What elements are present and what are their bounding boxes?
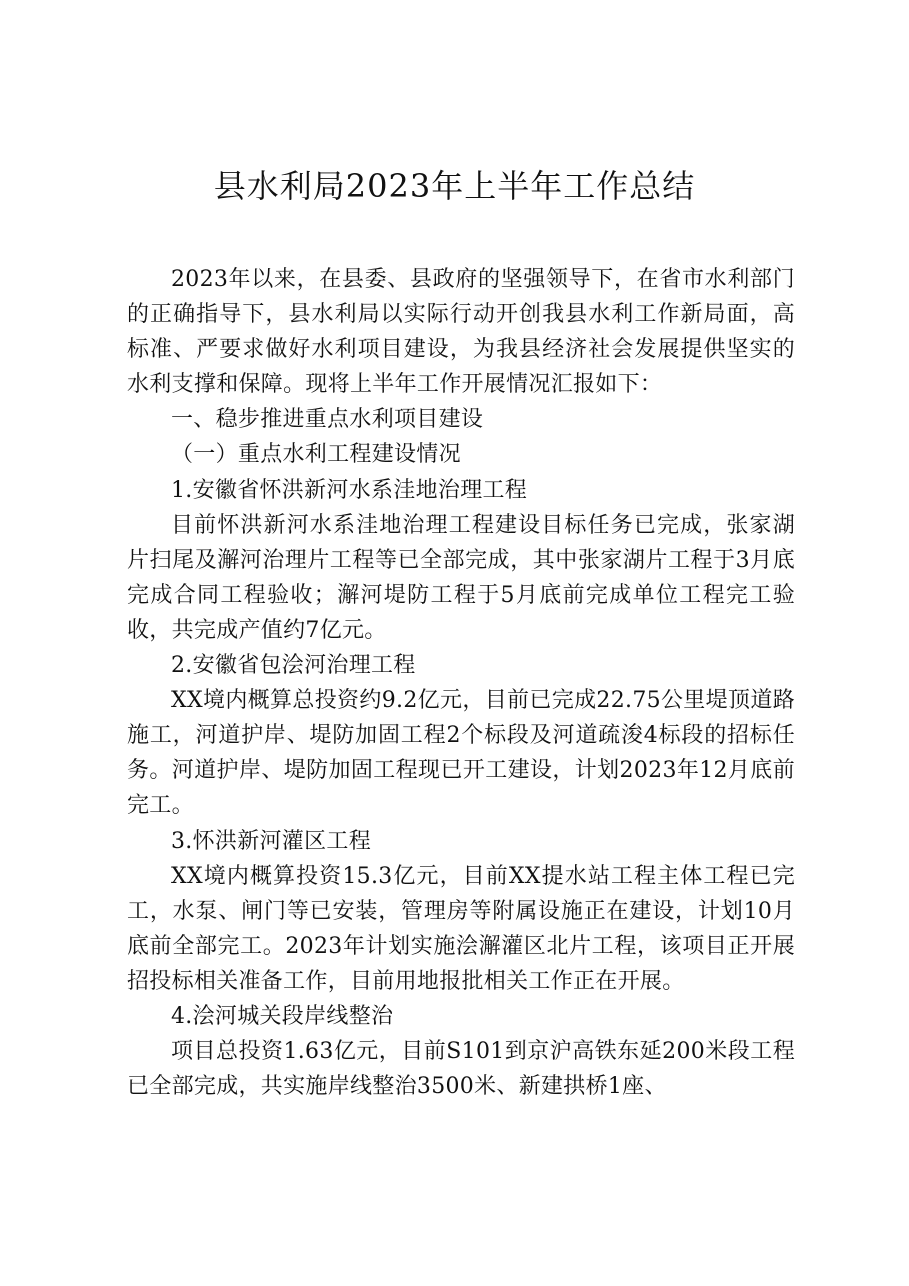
item-heading: 2.安徽省包浍河治理工程 xyxy=(171,653,416,679)
item-paragraph: 项目总投资1.63亿元，目前S101到京沪高铁东延200米段工程已全部完成，共实施岸线整治3500米、新建拱桥1座、 xyxy=(127,1039,795,1100)
document-title: 县水利局2023年上半年工作总结 xyxy=(213,167,696,205)
item-heading: 4.浍河城关段岸线整治 xyxy=(171,1003,394,1029)
item-paragraph: XX境内概算总投资约9.2亿元，目前已完成22.75公里堤顶道路施工，河道护岸、堤防加固工程2个标段及河道疏浚4标段的招标任务。河道护岸、堤防加固工程现已开工建设，计划2023年12月底前完工。 xyxy=(127,688,795,819)
item-heading: 3.怀洪新河灌区工程 xyxy=(171,828,371,854)
intro-paragraph: 2023年以来，在县委、县政府的坚强领导下，在省市水利部门的正确指导下，县水利局以实际行动开创我县水利工作新局面，高标准、严要求做好水利项目建设，为我县经济社会发展提供坚实的水利支撑和保障。现将上半年工作开展情况汇报如下： xyxy=(127,267,795,398)
section-heading: 一、稳步推进重点水利项目建设 xyxy=(171,407,484,433)
item-paragraph: 目前怀洪新河水系洼地治理工程建设目标任务已完成，张家湖片扫尾及澥河治理片工程等已全部完成，其中张家湖片工程于3月底完成合同工程验收；澥河堤防工程于5月底前完成单位工程完工验收，共完成产值约7亿元。 xyxy=(127,512,795,643)
subsection-heading: （一）重点水利工程建设情况 xyxy=(171,442,461,468)
document-body xyxy=(127,262,795,1104)
item-paragraph: XX境内概算投资15.3亿元，目前XX提水站工程主体工程已完工，水泵、闸门等已安装，管理房等附属设施正在建设，计划10月底前全部完工。2023年计划实施浍澥灌区北片工程，该项目正开展招投标相关准备工作，目前用地报批相关工作正在开展。 xyxy=(127,863,795,994)
item-heading: 1.安徽省怀洪新河水系洼地治理工程 xyxy=(171,477,528,503)
